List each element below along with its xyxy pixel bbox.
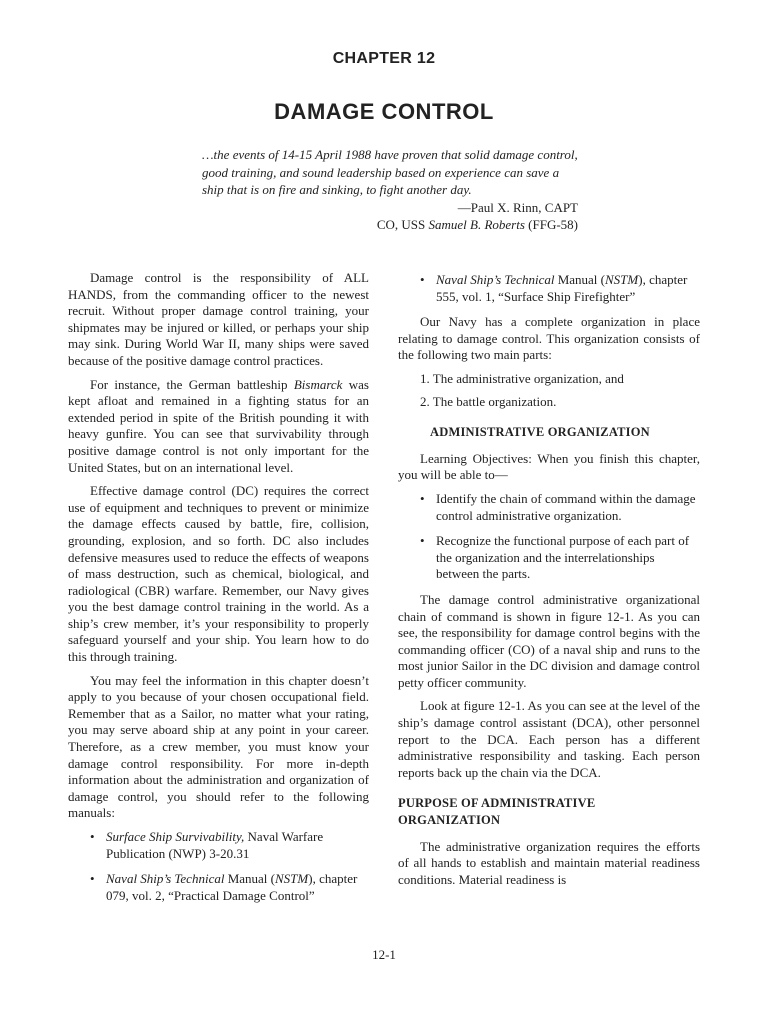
objective-text: Identify the chain of command within the damage control administrative organization. — [436, 490, 696, 523]
manual-detail: ), chapter 079, vol. 2, “Practical Damage Control” — [106, 871, 358, 903]
manual-detail: Manual ( — [224, 871, 275, 887]
page-title: DAMAGE CONTROL — [274, 99, 494, 124]
list-item — [398, 533, 700, 583]
paragraph: Look at figure 12-1. As you can see at the level of the ship’s damage control assistant (DCA), other personnel report to the DCA. Each person has a different administrative responsibility and tasking. Each person reports back up the chain via the DCA. — [398, 698, 700, 780]
objectives-list — [398, 491, 700, 583]
manual-detail: ), chapter 555, vol. 1, “Surface Ship Firefighter” — [436, 272, 688, 304]
left-column — [68, 270, 369, 913]
manual-title: Naval Ship’s Technical — [106, 871, 225, 887]
paragraph: Our Navy has a complete organization in place relating to damage control. This organization consists of the following two main parts: — [398, 314, 700, 363]
paragraph: The damage control administrative organizational chain of command is shown in figure 12-1. As you can see, the responsibility for damage control begins with the commanding officer (CO) of a naval ship and runs to the most junior Sailor in the DC division and damage control petty officer community. — [398, 591, 700, 690]
ship-name: Samuel B. Roberts — [428, 217, 525, 232]
epigraph-quote: …the events of 14-15 April 1988 have proven that solid damage control, good training, and sound leadership based on experience can save a ship that is on fire and sinking, to fight another day. — [202, 147, 578, 197]
bullet-icon: • — [420, 272, 425, 287]
paragraph: You may feel the information in this chapter doesn’t apply to you because of your chosen occupational field. Remember that as a Sailor, no matter what your rating, you may serve aboard ship at any point in your career. Therefore, as a crew member, you must know your damage control responsibility. For more in-depth information about the administration and organization of damage control, you should refer to the following manuals: — [68, 672, 369, 821]
right-column — [398, 272, 700, 895]
page-number: 12-1 — [372, 947, 396, 962]
bullet-icon: • — [90, 829, 95, 844]
paragraph: The administrative organization requires the efforts of all hands to establish and maintain material readiness conditions. Material readiness is — [398, 838, 700, 887]
paragraph: Effective damage control (DC) requires the correct use of equipment and techniques to prevent or minimize the damage effects caused by battle, fire, collision, grounding, explosion, and so forth. DC also includes defensive measures used to reduce the effects of weapons of mass destruction, such as chemical, biological, and radiological (CBR) warfare. Remember, our Navy gives you the best damage control training in the world. As a ship’s crew member, it’s your responsibility to properly safeguard yourself and your ship. You learn how to do this through training. — [68, 483, 369, 665]
list-item — [398, 272, 700, 305]
bullet-icon: • — [90, 871, 95, 887]
bullet-icon: • — [420, 533, 425, 549]
list-item — [68, 871, 369, 904]
epigraph-author: —Paul X. Rinn, CAPT — [457, 199, 578, 215]
text-run: was kept afloat and remained in a fighting status for an extended period in spite of the British pounding it with heavy gunfire. You can see that survivability through positive damage control is not only important for the United States, but on an international level. — [68, 376, 369, 475]
section-heading-administrative: ADMINISTRATIVE ORGANIZATION — [430, 425, 650, 440]
epigraph-affiliation — [202, 216, 578, 234]
manual-abbr: NSTM — [275, 871, 309, 887]
epigraph — [202, 146, 578, 234]
manuals-list — [68, 829, 369, 904]
objective-text: Recognize the functional purpose of each part of the organization and the interrelationships between the parts. — [436, 533, 690, 582]
manual-title: Naval Ship’s Technical — [436, 272, 555, 287]
manual-detail: Manual ( — [554, 272, 605, 287]
chapter-label: CHAPTER 12 — [332, 50, 436, 67]
parts-list — [398, 371, 700, 410]
list-item — [398, 491, 700, 524]
ship-name-bismarck: Bismarck — [293, 376, 343, 392]
affiliation-suffix: (FFG-58) — [524, 217, 578, 232]
manuals-list-continued — [398, 272, 700, 305]
section-heading-purpose: PURPOSE OF ADMINISTRATIVE ORGANIZATION — [398, 796, 596, 828]
text-run: For instance, the German battleship — [90, 376, 294, 392]
list-item: 1. The administrative organization, and — [420, 370, 624, 386]
manual-abbr: NSTM — [605, 272, 639, 287]
paragraph: Damage control is the responsibility of ALL HANDS, from the commanding officer to the newest recruit. Without proper damage control training, your shipmates may be injured or killed, or perhaps your ship may sink. During World War II, many ships were saved because of the positive damage control practices. — [68, 270, 369, 368]
paragraph — [68, 377, 369, 477]
paragraph: Learning Objectives: When you finish this chapter, you will be able to— — [398, 450, 700, 483]
list-item: 2. The battle organization. — [420, 393, 557, 409]
affiliation-prefix: CO, USS — [376, 217, 429, 232]
bullet-icon: • — [420, 490, 425, 506]
list-item — [68, 829, 369, 862]
manual-detail: Naval Warfare Publication (NWP) 3-20.31 — [106, 829, 324, 861]
manual-title: Surface Ship Survivability, — [106, 829, 245, 844]
